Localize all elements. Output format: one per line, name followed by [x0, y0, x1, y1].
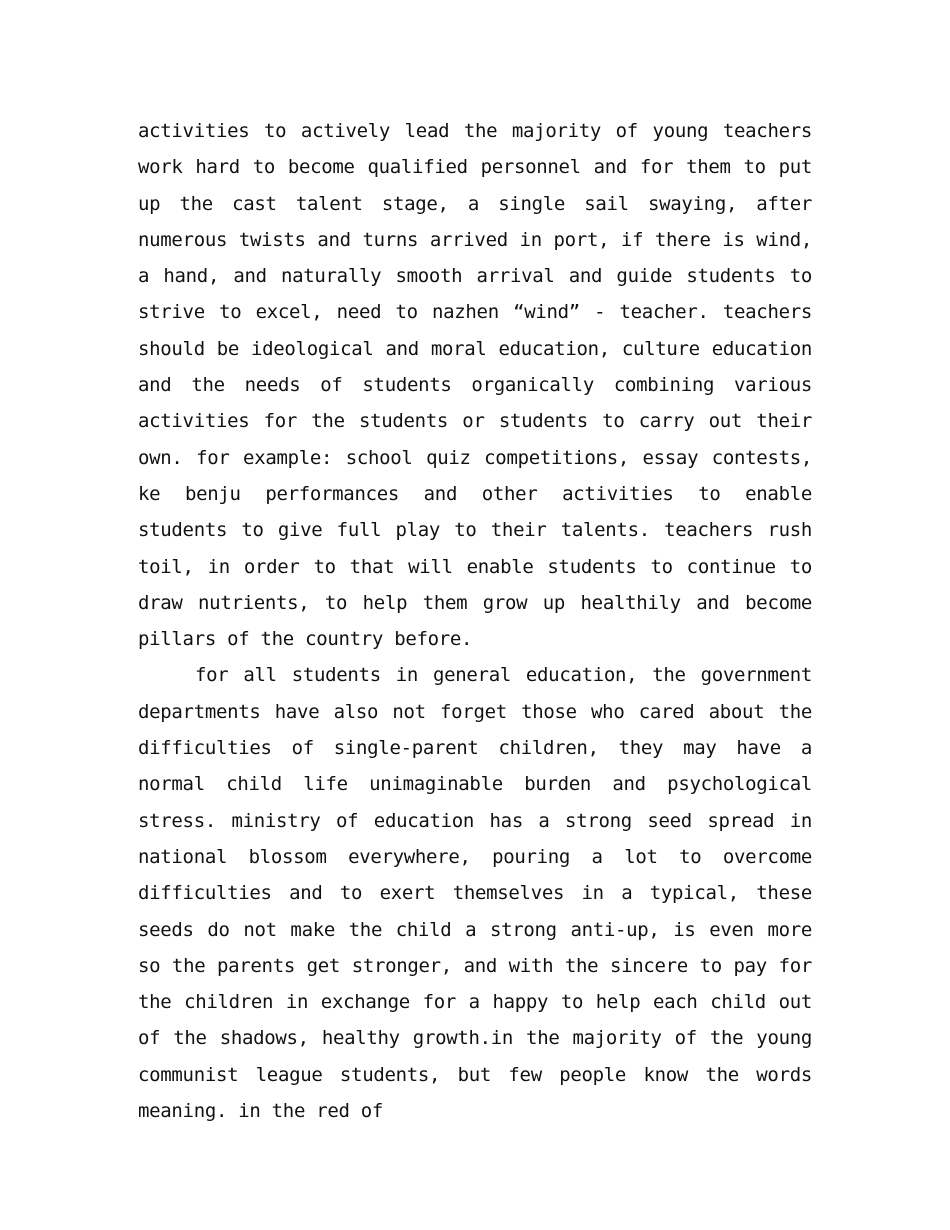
- paragraph-1: activities to actively lead the majority of young teachers work hard to become qualified personnel and for them to put up the cast talent stage, a single sail swaying, after numerous twists and turns arrived in port, if there is wind, a hand, and naturally smooth arrival and guide students to strive to excel, need to nazhen “wind” - teacher. teachers should be ideological and moral education, culture education and the needs of students organically combining various activities for the students or students to carry out their own. for example: school quiz competitions, essay contests, ke benju performances and other activities to enable students to give full play to their talents. teachers rush toil, in order to that will enable students to continue to draw nutrients, to help them grow up healthily and become pillars of the country before.: [138, 120, 812, 651]
- document-body: [138, 113, 812, 1129]
- paragraph-2: for all students in general education, the government departments have also not forget those who cared about the difficulties of single-parent children, they may have a normal child life unimaginable burden and psychological stress. ministry of education has a strong seed spread in national blossom everywhere, pouring a lot to overcome difficulties and to exert themselves in a typical, these seeds do not make the child a strong anti-up, is even more so the parents get stronger, and with the sincere to pay for the children in exchange for a happy to help each child out of the shadows, healthy growth.in the majority of the young communist league students, but few people know the words meaning. in the red of: [138, 664, 812, 1123]
